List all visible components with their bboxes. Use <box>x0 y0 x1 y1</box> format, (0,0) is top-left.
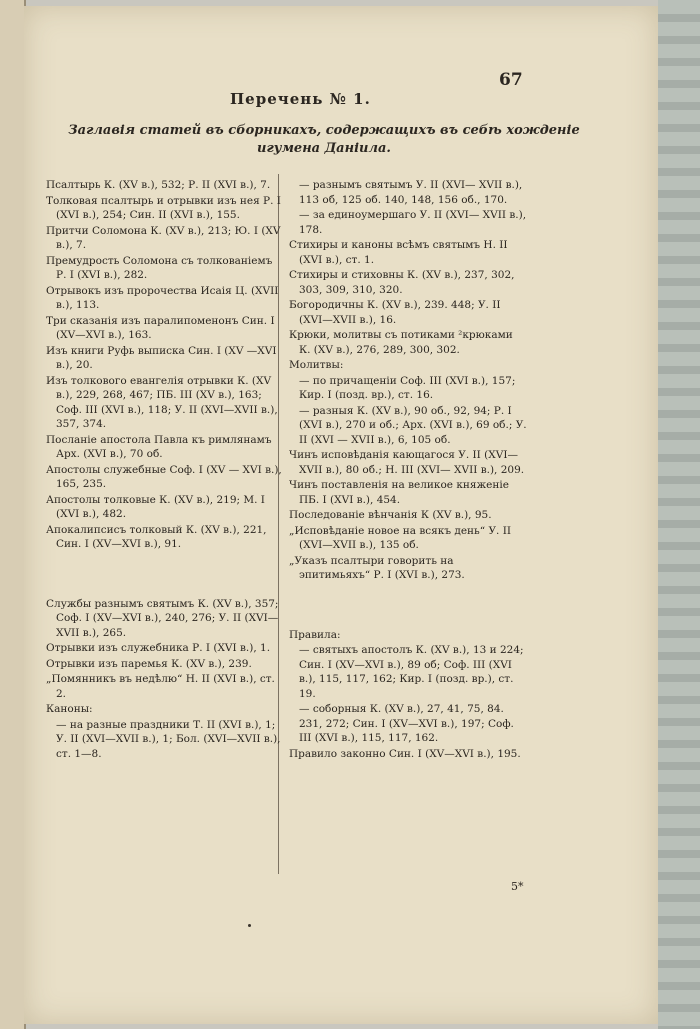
index-entry: Службы разнымъ святымъ К. (XV в.), 357; Соф. I (XV—XVI в.), 240, 276; У. II (XVI—XVII в.), 265. <box>46 597 279 639</box>
index-entry: — за единоумершаго У. II (XVI— XVII в.), 178. <box>299 209 527 236</box>
index-entry: — святыхъ апостолъ К. (XV в.), 13 и 224; Син. I (XV—XVI в.), 89 об; Соф. III (XVI в.), 115, 117, 162; Кир. I (позд. вр.), ст. 19. <box>299 644 524 700</box>
index-entry: Молитвы: <box>289 359 344 371</box>
index-entry: Отрывки изъ служебника Р. I (XVI в.), 1. <box>46 642 271 654</box>
index-entry: Крюки, молитвы съ потиками ²крюками К. (XV в.), 276, 289, 300, 302. <box>289 329 513 356</box>
page-number: 67 <box>499 70 523 90</box>
index-entry: Правило законно Син. I (XV—XVI в.), 195. <box>289 747 521 760</box>
index-entry: — разнымъ святымъ У. II (XVI— XVII в.), 113 об, 125 об. 140, 148, 156 об., 170. <box>299 179 523 206</box>
index-entry: Чинъ исповѣданія кающагося У. II (XVI—XVII в.), 80 об.; Н. III (XVI— XVII в.), 209. <box>289 449 525 476</box>
page-subtitle <box>54 122 594 158</box>
index-entry: Изъ книги Руфь выписка Син. I (XV —XVI в.), 20. <box>46 344 277 371</box>
ink-dot <box>248 924 251 927</box>
index-entry: — разныя К. (XV в.), 90 об., 92, 94; Р. I (XVI в.), 270 и об.; Арх. (XVI в.), 69 об.; У. II (XVI — XVII в.), 6, 105 об. <box>299 404 527 446</box>
index-entry: Богородичны К. (XV в.), 239. 448; У. II (XVI—XVII в.), 16. <box>289 299 501 326</box>
index-entry: Стихиры и каноны всѣмъ святымъ Н. II (XVI в.), ст. 1. <box>289 239 508 266</box>
index-entry: „Исповѣданіе новое на всякъ день“ У. II (XVI—XVII в.), 135 об. <box>289 524 512 551</box>
signature-mark: 5* <box>511 880 524 893</box>
index-entry: — на разные праздники Т. II (XVI в.), 1; У. II (XVI—XVII в.), 1; Бол. (XVI—XVII в.), ст. 1—8. <box>56 718 281 760</box>
index-entry: „Указъ псалтыри говорить на эпитимьяхъ“ Р. I (XVI в.), 273. <box>289 554 465 581</box>
section-gap <box>46 553 284 597</box>
index-entry: Псалтырь К. (XV в.), 532; Р. II (XVI в.), 7. <box>46 179 271 191</box>
index-entry: Апостолы толковые К. (XV в.), 219; М. I (XVI в.), 482. <box>46 493 265 520</box>
index-entry: Отрывки изъ паремья К. (XV в.), 239. <box>46 657 252 670</box>
book-page <box>24 6 658 1024</box>
index-entry: Апокалипсисъ толковый К. (XV в.), 221, Син. I (XV—XVI в.), 91. <box>46 523 267 550</box>
index-entry: Притчи Соломона К. (XV в.), 213; Ю. I (XV в.), 7. <box>46 224 281 251</box>
index-entry: Три сказанія изъ паралипоменонъ Син. I (XV—XVI в.), 163. <box>46 314 275 341</box>
index-entry: Посланіе апостола Павла къ римлянамъ Арх. (XVI в.), 70 об. <box>46 433 272 460</box>
index-entry: Правила: <box>289 628 341 641</box>
index-entry: Отрывокъ изъ пророчества Исаія Ц. (XVII в.), 113. <box>46 284 279 311</box>
section-gap <box>289 584 527 628</box>
book-right-edge <box>658 0 700 1029</box>
index-entry: — соборныя К. (XV в.), 27, 41, 75, 84. 231, 272; Син. I (XV—XVI в.), 197; Соф. III (XVI в.), 115, 117, 162. <box>299 703 514 744</box>
index-entry: Каноны: <box>46 703 93 715</box>
index-entry: Изъ толкового евангелія отрывки К. (XV в.), 229, 268, 467; ПБ. III (XV в.), 163; Соф. III (XVI в.), 118; У. II (XVI—XVII в.), 357, 374. <box>46 374 278 430</box>
right-column <box>289 178 527 762</box>
left-column <box>46 178 284 762</box>
index-entry: Толковая псалтырь и отрывки изъ нея Р. I (XVI в.), 254; Син. II (XVI в.), 155. <box>46 194 281 221</box>
page-title: Перечень № 1. <box>230 90 371 108</box>
index-entry: Последованіе вѣнчанія К (XV в.), 95. <box>289 509 492 521</box>
subtitle-line-2: игумена Даніила. <box>257 141 391 156</box>
index-entry: Апостолы служебные Соф. I (XV — XVI в.), 165, 235. <box>46 463 282 490</box>
subtitle-line-1: Заглавія статей въ сборникахъ, содержащихъ въ себѣ хожденіе <box>68 123 580 138</box>
index-entry: Стихиры и стиховны К. (XV в.), 237, 302, 303, 309, 310, 320. <box>289 269 515 296</box>
index-entry: Премудрость Соломона съ толкованіемъ Р. I (XVI в.), 282. <box>46 254 273 281</box>
book-left-edge <box>0 0 26 1029</box>
index-entry: „Помянникъ въ недѣлю“ Н. II (XVI в.), ст. 2. <box>46 673 275 700</box>
index-entry: — по причащеніи Соф. III (XVI в.), 157; Кир. I (позд. вр.), ст. 16. <box>299 374 516 401</box>
index-entry: Чинъ поставленія на великое княженіе ПБ. I (XVI в.), 454. <box>289 479 509 506</box>
